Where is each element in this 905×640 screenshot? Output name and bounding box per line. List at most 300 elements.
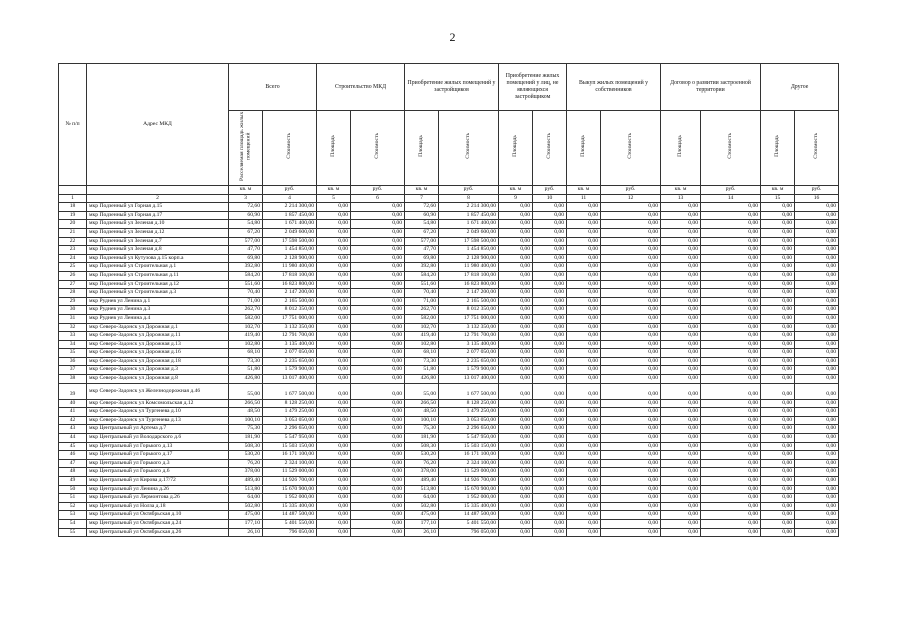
column-index: 11 (567, 194, 601, 203)
construction-area-cell: 0,00 (317, 408, 351, 417)
zero-value-cell: 0,00 (761, 459, 795, 468)
subheader-label: Площадь (774, 135, 781, 157)
zero-value-cell: 0,00 (567, 366, 601, 375)
zero-value-cell: 0,00 (701, 323, 761, 332)
zero-value-cell: 0,00 (795, 357, 839, 366)
row-number: 54 (59, 519, 87, 528)
zero-value-cell: 0,00 (661, 246, 701, 255)
zero-value-cell: 0,00 (661, 237, 701, 246)
total-cost-cell: 16 171 100,00 (263, 451, 317, 460)
zero-value-cell: 0,00 (701, 297, 761, 306)
zero-value-cell: 0,00 (567, 375, 601, 384)
address-cell: мкр Подзенный ул Строительная д.3 (87, 289, 229, 298)
developer-cost-cell: 13 017 400,00 (439, 375, 499, 384)
total-area-cell: 530,20 (229, 451, 263, 460)
zero-value-cell: 0,00 (701, 246, 761, 255)
construction-area-cell: 0,00 (317, 263, 351, 272)
zero-value-cell: 0,00 (533, 416, 567, 425)
total-cost-cell: 2 049 600,00 (263, 228, 317, 237)
table-row (59, 383, 839, 399)
construction-cost-cell: 0,00 (351, 477, 405, 486)
developer-cost-cell: 17 598 500,00 (439, 237, 499, 246)
zero-value-cell: 0,00 (499, 314, 533, 323)
total-cost-cell: 3 132 350,00 (263, 323, 317, 332)
zero-value-cell: 0,00 (661, 366, 701, 375)
zero-value-cell: 0,00 (761, 306, 795, 315)
developer-area-cell: 392,80 (405, 263, 439, 272)
zero-value-cell: 0,00 (499, 349, 533, 358)
address-cell: мкр Северо-Задонск ул Дорожная д.11 (87, 332, 229, 341)
cost-subheader (795, 111, 839, 186)
row-number: 33 (59, 332, 87, 341)
table-row (59, 220, 839, 229)
zero-value-cell: 0,00 (499, 357, 533, 366)
zero-value-cell: 0,00 (567, 237, 601, 246)
construction-cost-cell: 0,00 (351, 357, 405, 366)
zero-value-cell: 0,00 (761, 289, 795, 298)
table-row (59, 519, 839, 528)
construction-area-cell: 0,00 (317, 271, 351, 280)
cost-subheader (439, 111, 499, 186)
area-subheader (567, 111, 601, 186)
total-cost-cell: 17 751 000,00 (263, 314, 317, 323)
construction-area-cell: 0,00 (317, 254, 351, 263)
construction-area-cell: 0,00 (317, 203, 351, 212)
zero-value-cell: 0,00 (701, 203, 761, 212)
developer-area-cell: 48,50 (405, 408, 439, 417)
zero-value-cell: 0,00 (499, 332, 533, 341)
zero-value-cell: 0,00 (761, 408, 795, 417)
subheader-label: Площадь (330, 135, 337, 157)
construction-area-cell: 0,00 (317, 220, 351, 229)
zero-value-cell: 0,00 (701, 434, 761, 443)
address-cell: мкр Руднев ул Ленина д.1 (87, 297, 229, 306)
zero-value-cell: 0,00 (567, 263, 601, 272)
total-cost-cell: 2 128 900,00 (263, 254, 317, 263)
developer-cost-cell: 17 751 000,00 (439, 314, 499, 323)
zero-value-cell: 0,00 (661, 271, 701, 280)
zero-value-cell: 0,00 (601, 323, 661, 332)
construction-cost-cell: 0,00 (351, 408, 405, 417)
address-cell: мкр Подзенный ул Строительная д.12 (87, 280, 229, 289)
address-cell: мкр Подзенный ул Зеленая д.10 (87, 220, 229, 229)
developer-area-cell: 72,60 (405, 203, 439, 212)
zero-value-cell: 0,00 (795, 502, 839, 511)
zero-value-cell: 0,00 (661, 280, 701, 289)
developer-area-cell: 489,40 (405, 477, 439, 486)
construction-area-cell: 0,00 (317, 383, 351, 399)
total-cost-cell: 3 053 050,00 (263, 416, 317, 425)
address-cell: мкр Северо-Задонск ул Дорожная д.3 (87, 366, 229, 375)
zero-value-cell: 0,00 (701, 357, 761, 366)
construction-cost-cell: 0,00 (351, 323, 405, 332)
zero-value-cell: 0,00 (701, 408, 761, 417)
total-cost-cell: 16 823 800,00 (263, 280, 317, 289)
table-row (59, 477, 839, 486)
column-index: 4 (263, 194, 317, 203)
units-row (59, 185, 839, 194)
zero-value-cell: 0,00 (567, 485, 601, 494)
total-area-cell: 72,60 (229, 203, 263, 212)
zero-value-cell: 0,00 (499, 254, 533, 263)
table-row (59, 357, 839, 366)
address-cell: мкр Подзенный ул Строительная д.1 (87, 263, 229, 272)
zero-value-cell: 0,00 (567, 306, 601, 315)
zero-value-cell: 0,00 (661, 451, 701, 460)
construction-cost-cell: 0,00 (351, 399, 405, 408)
zero-value-cell: 0,00 (533, 399, 567, 408)
group-developer-purchase-header: Приобретение жилых помещений у застройщиков (405, 64, 499, 111)
zero-value-cell: 0,00 (761, 366, 795, 375)
zero-value-cell: 0,00 (533, 289, 567, 298)
zero-value-cell: 0,00 (567, 246, 601, 255)
col-address-header: Адрес МКД (87, 64, 229, 186)
construction-area-cell: 0,00 (317, 399, 351, 408)
developer-area-cell: 60,90 (405, 211, 439, 220)
zero-value-cell: 0,00 (761, 228, 795, 237)
column-index: 15 (761, 194, 795, 203)
zero-value-cell: 0,00 (795, 203, 839, 212)
zero-value-cell: 0,00 (701, 366, 761, 375)
subheader-label: Площадь (580, 135, 587, 157)
developer-cost-cell: 796 050,00 (439, 528, 499, 537)
construction-cost-cell: 0,00 (351, 519, 405, 528)
developer-area-cell: 73,30 (405, 357, 439, 366)
total-area-cell: 68,10 (229, 349, 263, 358)
construction-area-cell: 0,00 (317, 434, 351, 443)
zero-value-cell: 0,00 (533, 375, 567, 384)
zero-value-cell: 0,00 (795, 519, 839, 528)
row-number: 53 (59, 511, 87, 520)
total-cost-cell: 15 503 150,00 (263, 442, 317, 451)
zero-value-cell: 0,00 (795, 468, 839, 477)
zero-value-cell: 0,00 (701, 485, 761, 494)
zero-value-cell: 0,00 (761, 416, 795, 425)
table-row (59, 349, 839, 358)
total-cost-cell: 8 012 350,00 (263, 306, 317, 315)
zero-value-cell: 0,00 (601, 280, 661, 289)
total-area-cell: 577,00 (229, 237, 263, 246)
total-cost-cell: 8 128 250,00 (263, 399, 317, 408)
total-area-cell: 102,80 (229, 340, 263, 349)
group-buyout-header: Выкуп жилых помещений у собственников (567, 64, 661, 111)
zero-value-cell: 0,00 (533, 408, 567, 417)
total-area-cell: 64,00 (229, 494, 263, 503)
zero-value-cell: 0,00 (795, 477, 839, 486)
developer-cost-cell: 16 823 800,00 (439, 280, 499, 289)
zero-value-cell: 0,00 (761, 211, 795, 220)
zero-value-cell: 0,00 (499, 246, 533, 255)
unit-cell: руб. (601, 185, 661, 194)
zero-value-cell: 0,00 (661, 340, 701, 349)
zero-value-cell: 0,00 (499, 280, 533, 289)
construction-area-cell: 0,00 (317, 528, 351, 537)
total-cost-cell: 1 857 450,00 (263, 211, 317, 220)
column-index: 3 (229, 194, 263, 203)
zero-value-cell: 0,00 (701, 220, 761, 229)
subheader-label: Стоимость (627, 133, 634, 159)
zero-value-cell: 0,00 (567, 519, 601, 528)
zero-value-cell: 0,00 (601, 442, 661, 451)
area-subheader (499, 111, 533, 186)
column-index-row (59, 194, 839, 203)
address-cell: мкр Центральный ул Горького д.17 (87, 451, 229, 460)
table-row (59, 323, 839, 332)
zero-value-cell: 0,00 (601, 357, 661, 366)
developer-cost-cell: 8 128 250,00 (439, 399, 499, 408)
column-index: 1 (59, 194, 87, 203)
total-area-cell: 76,20 (229, 459, 263, 468)
column-index: 6 (351, 194, 405, 203)
zero-value-cell: 0,00 (601, 494, 661, 503)
row-number: 23 (59, 246, 87, 255)
zero-value-cell: 0,00 (761, 442, 795, 451)
zero-value-cell: 0,00 (795, 254, 839, 263)
zero-value-cell: 0,00 (499, 211, 533, 220)
zero-value-cell: 0,00 (795, 237, 839, 246)
relocation-table-sheet (58, 63, 838, 537)
zero-value-cell: 0,00 (795, 228, 839, 237)
total-area-cell: 75,30 (229, 425, 263, 434)
zero-value-cell: 0,00 (567, 340, 601, 349)
zero-value-cell: 0,00 (533, 383, 567, 399)
row-number: 46 (59, 451, 87, 460)
developer-cost-cell: 1 857 450,00 (439, 211, 499, 220)
zero-value-cell: 0,00 (499, 416, 533, 425)
zero-value-cell: 0,00 (499, 220, 533, 229)
total-cost-cell: 11 529 000,00 (263, 468, 317, 477)
zero-value-cell: 0,00 (795, 511, 839, 520)
zero-value-cell: 0,00 (499, 237, 533, 246)
zero-value-cell: 0,00 (533, 306, 567, 315)
column-index: 8 (439, 194, 499, 203)
zero-value-cell: 0,00 (533, 263, 567, 272)
table-row (59, 263, 839, 272)
zero-value-cell: 0,00 (761, 237, 795, 246)
zero-value-cell: 0,00 (567, 383, 601, 399)
table-row (59, 528, 839, 537)
zero-value-cell: 0,00 (601, 263, 661, 272)
total-area-cell: 419,40 (229, 332, 263, 341)
row-number: 40 (59, 399, 87, 408)
column-index: 10 (533, 194, 567, 203)
group-construction-header: Строительство МКД (317, 64, 405, 111)
developer-cost-cell: 8 012 350,00 (439, 306, 499, 315)
address-cell: мкр Центральный ул Горького д.13 (87, 442, 229, 451)
developer-area-cell: 76,20 (405, 459, 439, 468)
row-number: 39 (59, 383, 87, 399)
total-area-cell: 177,10 (229, 519, 263, 528)
developer-area-cell: 426,80 (405, 375, 439, 384)
address-cell: мкр Подзенный ул Зеленая д.8 (87, 246, 229, 255)
construction-area-cell: 0,00 (317, 442, 351, 451)
cost-subheader (701, 111, 761, 186)
zero-value-cell: 0,00 (567, 434, 601, 443)
unit-cell: руб. (263, 185, 317, 194)
column-index: 14 (701, 194, 761, 203)
address-cell: мкр Центральный ул Ленина д.26 (87, 485, 229, 494)
row-number: 42 (59, 416, 87, 425)
row-number: 38 (59, 375, 87, 384)
zero-value-cell: 0,00 (795, 246, 839, 255)
zero-value-cell: 0,00 (499, 468, 533, 477)
zero-value-cell: 0,00 (567, 289, 601, 298)
zero-value-cell: 0,00 (795, 485, 839, 494)
construction-area-cell: 0,00 (317, 306, 351, 315)
construction-cost-cell: 0,00 (351, 366, 405, 375)
zero-value-cell: 0,00 (795, 323, 839, 332)
address-cell: мкр Центральный ул Артема д.7 (87, 425, 229, 434)
zero-value-cell: 0,00 (567, 511, 601, 520)
total-area-cell: 582,00 (229, 314, 263, 323)
total-cost-cell: 2 324 100,00 (263, 459, 317, 468)
table-row (59, 451, 839, 460)
row-number: 44 (59, 434, 87, 443)
construction-cost-cell: 0,00 (351, 416, 405, 425)
construction-cost-cell: 0,00 (351, 425, 405, 434)
developer-cost-cell: 15 335 400,00 (439, 502, 499, 511)
zero-value-cell: 0,00 (601, 519, 661, 528)
zero-value-cell: 0,00 (533, 442, 567, 451)
area-subheader (661, 111, 701, 186)
table-row (59, 271, 839, 280)
subheader-label: Стоимость (286, 133, 293, 159)
zero-value-cell: 0,00 (499, 306, 533, 315)
zero-value-cell: 0,00 (499, 289, 533, 298)
zero-value-cell: 0,00 (567, 494, 601, 503)
row-number: 35 (59, 349, 87, 358)
zero-value-cell: 0,00 (701, 468, 761, 477)
table-row (59, 408, 839, 417)
zero-value-cell: 0,00 (499, 366, 533, 375)
zero-value-cell: 0,00 (499, 383, 533, 399)
zero-value-cell: 0,00 (761, 519, 795, 528)
zero-value-cell: 0,00 (567, 203, 601, 212)
row-number: 36 (59, 357, 87, 366)
total-area-cell: 70,40 (229, 289, 263, 298)
developer-area-cell: 69,80 (405, 254, 439, 263)
construction-area-cell: 0,00 (317, 494, 351, 503)
zero-value-cell: 0,00 (601, 528, 661, 537)
address-cell: мкр Центральный ул Октябрьская д.24 (87, 519, 229, 528)
zero-value-cell: 0,00 (761, 280, 795, 289)
subheader-label: Стоимость (374, 133, 381, 159)
zero-value-cell: 0,00 (601, 459, 661, 468)
zero-value-cell: 0,00 (661, 459, 701, 468)
address-cell: мкр Северо-Задонск ул Железнодорожная д.46 (87, 383, 229, 399)
zero-value-cell: 0,00 (795, 408, 839, 417)
zero-value-cell: 0,00 (533, 323, 567, 332)
column-index: 2 (87, 194, 229, 203)
zero-value-cell: 0,00 (761, 375, 795, 384)
developer-cost-cell: 3 132 350,00 (439, 323, 499, 332)
zero-value-cell: 0,00 (499, 263, 533, 272)
developer-cost-cell: 5 401 550,00 (439, 519, 499, 528)
total-area-cell: 513,80 (229, 485, 263, 494)
construction-cost-cell: 0,00 (351, 297, 405, 306)
table-row (59, 494, 839, 503)
address-cell: мкр Подзенный ул Строительная д.11 (87, 271, 229, 280)
row-number: 24 (59, 254, 87, 263)
construction-area-cell: 0,00 (317, 332, 351, 341)
developer-area-cell: 181,90 (405, 434, 439, 443)
zero-value-cell: 0,00 (795, 416, 839, 425)
construction-area-cell: 0,00 (317, 297, 351, 306)
total-cost-cell: 1 671 400,00 (263, 220, 317, 229)
developer-area-cell: 378,00 (405, 468, 439, 477)
zero-value-cell: 0,00 (533, 519, 567, 528)
construction-area-cell: 0,00 (317, 468, 351, 477)
table-row (59, 434, 839, 443)
total-area-cell: 51,80 (229, 366, 263, 375)
construction-cost-cell: 0,00 (351, 375, 405, 384)
zero-value-cell: 0,00 (661, 442, 701, 451)
zero-value-cell: 0,00 (701, 502, 761, 511)
area-subheader (317, 111, 351, 186)
developer-area-cell: 577,00 (405, 237, 439, 246)
developer-area-cell: 177,10 (405, 519, 439, 528)
zero-value-cell: 0,00 (701, 314, 761, 323)
unit-cell: кв. м (405, 185, 439, 194)
zero-value-cell: 0,00 (601, 271, 661, 280)
construction-area-cell: 0,00 (317, 314, 351, 323)
zero-value-cell: 0,00 (761, 494, 795, 503)
zero-value-cell: 0,00 (701, 306, 761, 315)
address-cell: мкр Подзенный ул Горная д.17 (87, 211, 229, 220)
developer-cost-cell: 2 128 900,00 (439, 254, 499, 263)
zero-value-cell: 0,00 (499, 408, 533, 417)
developer-area-cell: 262,70 (405, 306, 439, 315)
zero-value-cell: 0,00 (761, 323, 795, 332)
address-cell: мкр Центральный ул Лермонтова д.26 (87, 494, 229, 503)
construction-cost-cell: 0,00 (351, 211, 405, 220)
address-cell: мкр Северо-Задонск ул Дорожная д.1 (87, 323, 229, 332)
zero-value-cell: 0,00 (661, 297, 701, 306)
zero-value-cell: 0,00 (567, 459, 601, 468)
col-number-header: № п/п (59, 64, 87, 186)
zero-value-cell: 0,00 (601, 254, 661, 263)
zero-value-cell: 0,00 (499, 203, 533, 212)
zero-value-cell: 0,00 (601, 485, 661, 494)
zero-value-cell: 0,00 (601, 416, 661, 425)
address-cell: мкр Северо-Задонск ул Тургенева д.13 (87, 416, 229, 425)
zero-value-cell: 0,00 (701, 425, 761, 434)
unit-cell: кв. м (661, 185, 701, 194)
zero-value-cell: 0,00 (567, 228, 601, 237)
zero-value-cell: 0,00 (795, 280, 839, 289)
zero-value-cell: 0,00 (567, 442, 601, 451)
construction-area-cell: 0,00 (317, 451, 351, 460)
construction-area-cell: 0,00 (317, 237, 351, 246)
zero-value-cell: 0,00 (795, 211, 839, 220)
total-area-cell: 392,80 (229, 263, 263, 272)
total-cost-cell: 1 952 000,00 (263, 494, 317, 503)
zero-value-cell: 0,00 (661, 375, 701, 384)
construction-cost-cell: 0,00 (351, 263, 405, 272)
construction-area-cell: 0,00 (317, 375, 351, 384)
zero-value-cell: 0,00 (533, 434, 567, 443)
zero-value-cell: 0,00 (661, 323, 701, 332)
construction-cost-cell: 0,00 (351, 254, 405, 263)
total-cost-cell: 2 296 650,00 (263, 425, 317, 434)
table-row (59, 203, 839, 212)
zero-value-cell: 0,00 (533, 425, 567, 434)
zero-value-cell: 0,00 (761, 383, 795, 399)
zero-value-cell: 0,00 (661, 203, 701, 212)
developer-area-cell: 582,00 (405, 314, 439, 323)
table-row (59, 366, 839, 375)
zero-value-cell: 0,00 (795, 425, 839, 434)
